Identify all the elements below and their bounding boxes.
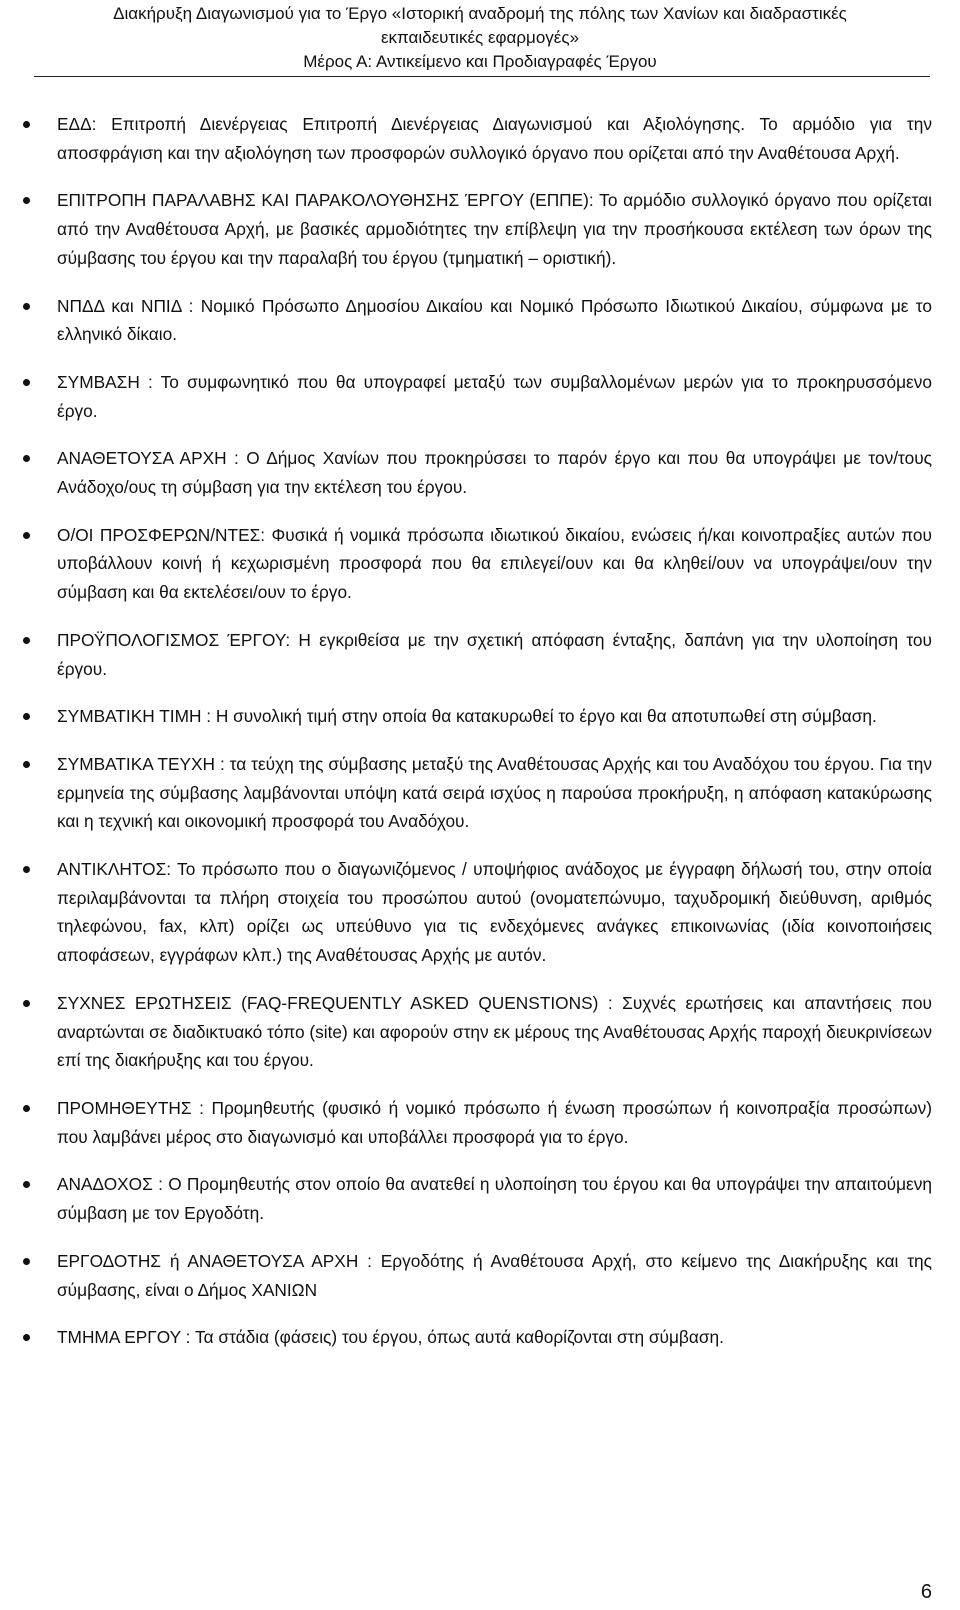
definitions-list — [0, 110, 960, 1371]
definition-text: Ο/ΟΙ ΠΡΟΣΦΕΡΩΝ/ΝΤΕΣ: Φυσικά ή νομικά πρόσωπα ιδιωτικού δικαίου, ενώσεις ή/και κοινοπραξίες αυτών που υποβάλλουν κοινή ή κεχωρισμένη προσφορά που θα επιλεγεί/ουν και θα κληθεί/ουν να υπογράψει/ουν την σύμβαση και θα εκτελέσει/ουν το έργο. — [57, 524, 932, 603]
definition-item — [57, 444, 932, 501]
definition-item — [57, 855, 932, 970]
definition-item — [57, 1094, 932, 1151]
bullet-icon — [23, 121, 30, 128]
definition-text: ΕΔΔ: Επιτροπή Διενέργειας Επιτροπή Διενέργειας Διαγωνισμού και Αξιολόγησης. Το αρμόδιο για την αποσφράγιση και την αξιολόγηση των προσφορών συλλογικό όργανο που ορίζεται από την Αναθέτουσα Αρχή. — [57, 114, 932, 163]
definition-item — [57, 368, 932, 425]
bullet-icon — [23, 866, 30, 873]
bullet-icon — [23, 532, 30, 539]
bullet-icon — [23, 1105, 30, 1112]
definition-text: ΠΡΟΫΠΟΛΟΓΙΣΜΟΣ ΈΡΓΟΥ: Η εγκριθείσα με την σχετική απόφαση ένταξης, δαπάνη για την υλοποίηση του έργου. — [57, 629, 932, 679]
definition-item — [57, 292, 932, 349]
definition-text: ΠΡΟΜΗΘΕΥΤΗΣ : Προμηθευτής (φυσικό ή νομικό πρόσωπο ή ένωση προσώπων ή κοινοπραξία προσώπων) που λαμβάνει μέρος στο διαγωνισμό και υποβάλλει προσφορά για το έργο. — [57, 1097, 932, 1147]
definition-item — [57, 989, 932, 1075]
definition-text: ΕΠΙΤΡΟΠΗ ΠΑΡΑΛΑΒΗΣ ΚΑΙ ΠΑΡΑΚΟΛΟΥΘΗΣΗΣ ΈΡΓΟΥ (ΕΠΠΕ): Το αρμόδιο συλλογικό όργανο που ορίζεται από την Αναθέτουσα Αρχή, με βασικές αρμοδιότητες την επίβλεψη για την προσήκουσα εκτέλεση των όρων της σύμβασης του έργου και την παραλαβή του έργου (τμηματική – οριστική). — [57, 190, 932, 268]
definition-text: ΤΜΗΜΑ ΕΡΓΟΥ : Τα στάδια (φάσεις) του έργου, όπως αυτά καθορίζονται στη σύμβαση. — [57, 1327, 724, 1348]
bullet-icon — [23, 379, 30, 386]
definition-text: ΑΝΑΘΕΤΟΥΣΑ ΑΡΧΗ : Ο Δήμος Χανίων που προκηρύσσει το παρόν έργο και που θα υπογράψει με τον/τους Ανάδοχο/ους τη σύμβαση για την εκτέλεση του έργου. — [57, 448, 932, 498]
header-divider — [34, 76, 930, 77]
definition-text: ΑΝΤΙΚΛΗΤΟΣ: Το πρόσωπο που ο διαγωνιζόμενος / υποψήφιος ανάδοχος με έγγραφη δήλωσή του, στην οποία περιλαμβάνονται τα πλήρη στοιχεία του προσώπου αυτού (ονοματεπώνυμο, ταχυδρομική διεύθυνση, αριθμός τηλεφώνου, fax, κλπ) ορίζει ως υπεύθυνο για τις ενδεχόμενες ανάγκες επικοινωνίας (ιδία κοινοποιήσεις αποφάσεων, εγγράφων κλπ.) της Αναθέτουσας Αρχής με αυτόν. — [57, 859, 932, 966]
definition-item — [57, 1247, 932, 1304]
bullet-icon — [23, 713, 30, 720]
definition-item — [57, 1170, 932, 1227]
definition-item — [57, 521, 932, 607]
bullet-icon — [23, 1334, 30, 1341]
header-title-line-2: εκπαιδευτικές εφαρμογές» — [380, 28, 580, 47]
page-number: 6 — [920, 1581, 932, 1603]
definition-text: ΝΠΔΔ και ΝΠΙΔ : Νομικό Πρόσωπο Δημοσίου Δικαίου και Νομικό Πρόσωπο Ιδιωτικού Δικαίου, σύμφωνα με το ελληνικό δίκαιο. — [57, 295, 932, 345]
definition-text: ΣΥΧΝΕΣ ΕΡΩΤΗΣΕΙΣ (FAQ-FREQUENTLY ASKED QUENSTIONS) : Συχνές ερωτήσεις και απαντήσεις που αναρτώνται σε διαδικτυακό τόπο (site) και αφορούν στην εκ μέρους της Αναθέτουσας Αρχής παροχή διευκρινίσεων επί της διακήρυξης και του έργου. — [57, 992, 932, 1071]
definition-text: ΕΡΓΟΔΟΤΗΣ ή ΑΝΑΘΕΤΟΥΣΑ ΑΡΧΗ : Εργοδότης ή Αναθέτουσα Αρχή, στο κείμενο της Διακήρυξης και της σύμβασης, είναι ο Δήμος ΧΑΝΙΩΝ — [57, 1250, 932, 1300]
page-header — [0, 0, 960, 74]
definition-item — [57, 626, 932, 683]
bullet-icon — [23, 455, 30, 462]
bullet-icon — [23, 197, 30, 204]
header-subtitle: Μέρος Α: Αντικείμενο και Προδιαγραφές Έργου — [303, 52, 657, 71]
definition-text: ΣΥΜΒΑΤΙΚΑ ΤΕΥΧΗ : τα τεύχη της σύμβασης μεταξύ της Αναθέτουσας Αρχής και του Αναδόχου του έργου. Για την ερμηνεία της σύμβασης λαμβάνονται υπόψη κατά σειρά ισχύος η παρούσα προκήρυξη, η απόφαση κατακύρωσης και η τεχνική και οικονομική προσφορά του Αναδόχου. — [57, 753, 932, 832]
header-title-line-1: Διακήρυξη Διαγωνισμού για το Έργο «Ιστορική αναδρομή της πόλης των Χανίων και διαδραστικές — [113, 4, 847, 23]
definition-item — [57, 1323, 932, 1352]
definition-item — [57, 702, 932, 731]
definition-item — [57, 110, 932, 167]
definition-text: ΣΥΜΒΑΤΙΚΗ ΤΙΜΗ : Η συνολική τιμή στην οποία θα κατακυρωθεί το έργο και θα αποτυπωθεί στη σύμβαση. — [57, 706, 877, 727]
bullet-icon — [23, 761, 30, 768]
definition-item — [57, 750, 932, 836]
bullet-icon — [23, 1181, 30, 1188]
definition-text: ΣΥΜΒΑΣΗ : Το συμφωνητικό που θα υπογραφεί μεταξύ των συμβαλλομένων μερών για το προκηρυσσόμενο έργο. — [57, 371, 932, 421]
definition-item — [57, 186, 932, 272]
bullet-icon — [23, 303, 30, 310]
bullet-icon — [23, 1258, 30, 1265]
bullet-icon — [23, 637, 30, 644]
definition-text: ΑΝΑΔΟΧΟΣ : Ο Προμηθευτής στον οποίο θα ανατεθεί η υλοποίηση του έργου και θα υπογράψει την απαιτούμενη σύμβαση με τον Εργοδότη. — [57, 1174, 932, 1224]
bullet-icon — [23, 1000, 30, 1007]
